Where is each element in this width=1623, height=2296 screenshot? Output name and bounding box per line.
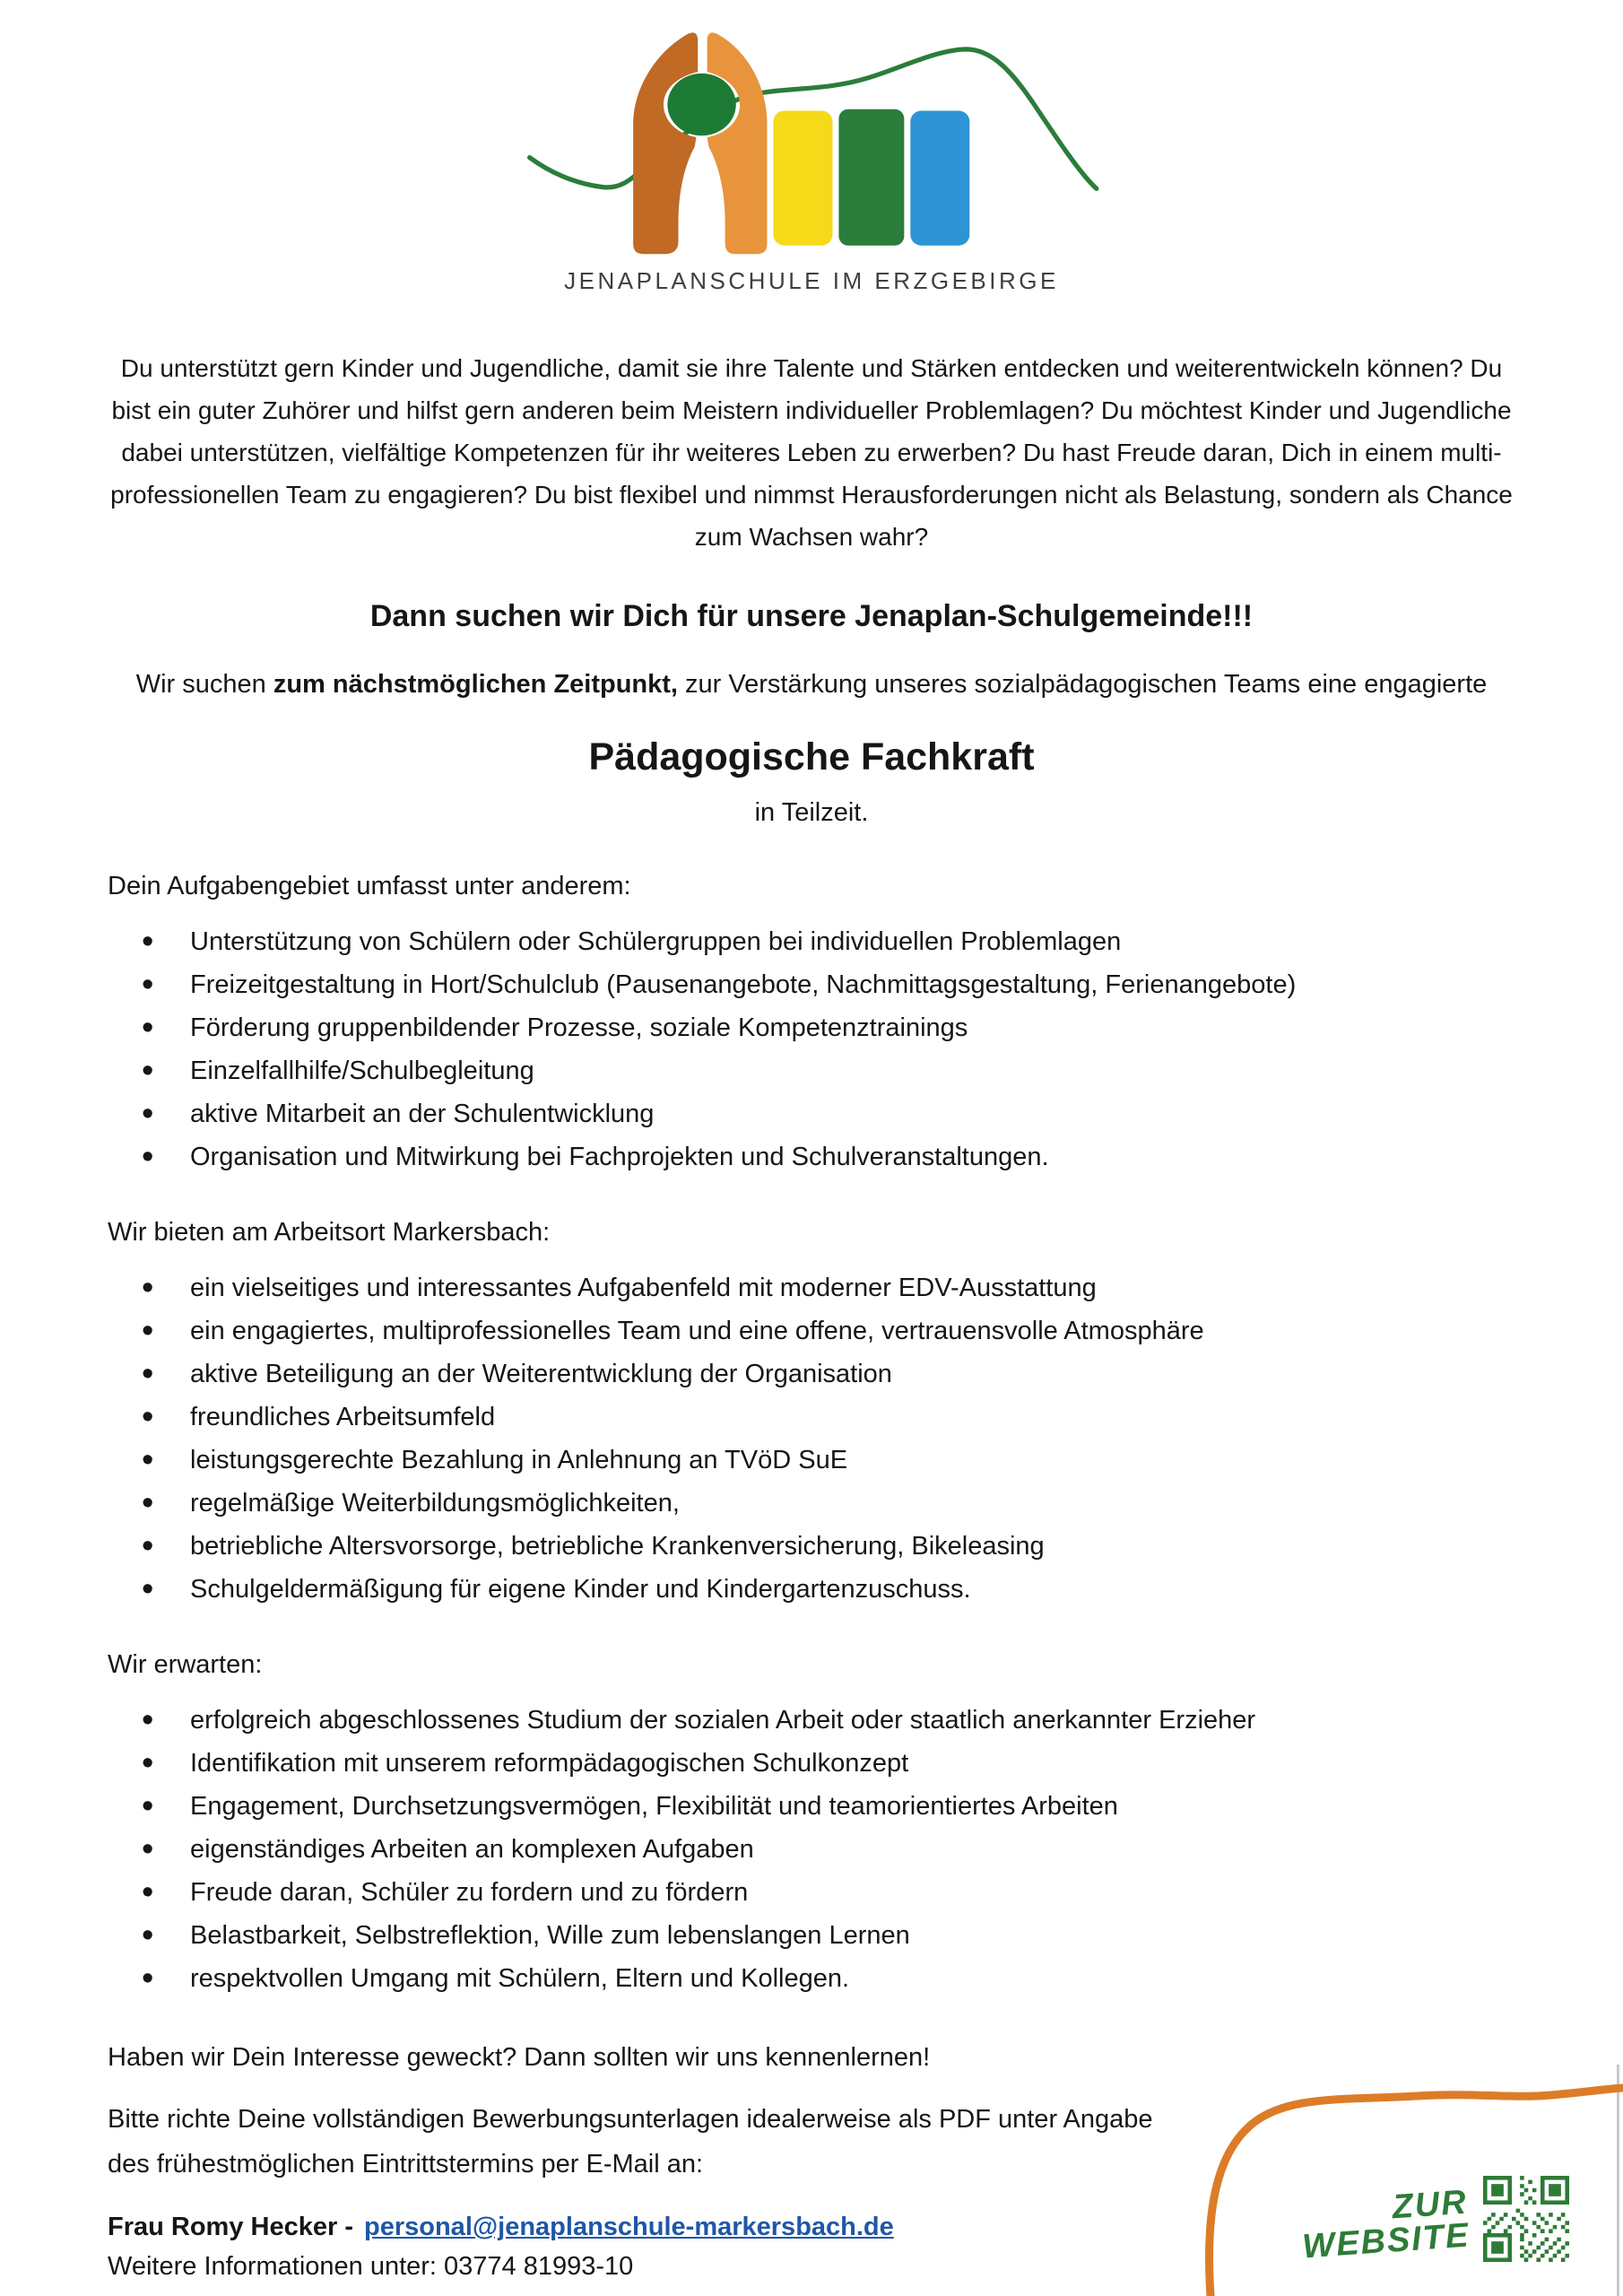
list-item: • eigenständiges Arbeiten an komplexen Aufgaben bbox=[108, 1828, 1515, 1871]
intro-line: dabei unterstützen, vielfältige Kompetenzen für ihr weiteres Leben zu erwerben? Du hast Freude daran, Dich in einem multi- bbox=[121, 439, 1502, 466]
intro-line: zum Wachsen wahr? bbox=[694, 523, 929, 551]
zur-website-label[interactable] bbox=[1299, 2183, 1471, 2266]
list-item: • leistungsgerechte Bezahlung in Anlehnung an TVöD SuE bbox=[108, 1439, 1515, 1482]
school-logo bbox=[516, 23, 1107, 257]
position-subtitle: in Teilzeit. bbox=[754, 798, 869, 827]
intro-line: Du unterstützt gern Kinder und Jugendliche, damit sie ihre Talente und Stärken entdecken und weiterentwickeln können? Du bbox=[120, 354, 1503, 382]
section-heading: Wir erwarten: bbox=[108, 1650, 263, 1679]
section-tasks bbox=[108, 866, 1515, 1178]
benefit-list bbox=[108, 1266, 1515, 1611]
badge-line-2: WEBSITE bbox=[1300, 2216, 1471, 2266]
section-heading: Wir bieten am Arbeitsort Markersbach: bbox=[108, 1218, 551, 1247]
section-heading: Dein Aufgabengebiet umfasst unter anderem: bbox=[108, 872, 631, 900]
call-to-action-headline: Dann suchen wir Dich für unsere Jenaplan-Schulgemeinde!!! bbox=[369, 599, 1254, 633]
subline-bold: zum nächstmöglichen Zeitpunkt, bbox=[273, 670, 678, 699]
list-item: • aktive Mitarbeit an der Schulentwicklung bbox=[108, 1092, 1515, 1135]
subline-prefix: Wir suchen bbox=[135, 670, 273, 699]
intro-paragraph bbox=[108, 347, 1515, 558]
list-item: • freundliches Arbeitsumfeld bbox=[108, 1396, 1515, 1439]
list-item: • Engagement, Durchsetzungsvermögen, Flexibilität und teamorientiertes Arbeiten bbox=[108, 1785, 1515, 1828]
list-item: • Schulgeldermäßigung für eigene Kinder und Kindergartenzuschuss. bbox=[108, 1568, 1515, 1611]
intro-line: professionellen Team zu engagieren? Du bist flexibel und nimmst Herausforderungen nicht als Belastung, sondern als Chance bbox=[110, 481, 1513, 509]
list-item: • Belastbarkeit, Selbstreflektion, Wille zum lebenslangen Lernen bbox=[108, 1914, 1515, 1957]
subline-suffix: zur Verstärkung unseres sozialpädagogischen Teams eine engagierte bbox=[678, 670, 1488, 699]
list-item: • regelmäßige Weiterbildungsmöglichkeiten, bbox=[108, 1482, 1515, 1525]
list-item: • aktive Beteiligung an der Weiterentwicklung der Organisation bbox=[108, 1352, 1515, 1396]
list-item: • Einzelfallhilfe/Schulbegleitung bbox=[108, 1049, 1515, 1092]
bar-blue bbox=[910, 111, 969, 246]
header bbox=[108, 23, 1515, 295]
expectation-list bbox=[108, 1699, 1515, 2000]
task-list bbox=[108, 920, 1515, 1178]
school-name: JENAPLANSCHULE IM ERZGEBIRGE bbox=[564, 267, 1059, 294]
list-item: • Organisation und Mitwirkung bei Fachprojekten und Schulveranstaltungen. bbox=[108, 1135, 1515, 1178]
list-item: • Identifikation mit unserem reformpädagogischen Schulkonzept bbox=[108, 1742, 1515, 1785]
contact-name: Frau Romy Hecker - bbox=[108, 2213, 353, 2241]
qr-code[interactable] bbox=[1483, 2176, 1569, 2262]
house-right-shape bbox=[707, 32, 768, 254]
bar-yellow bbox=[773, 111, 832, 246]
email-link[interactable]: personal@jenaplanschule-markersbach.de bbox=[364, 2213, 894, 2241]
list-item: • Freizeitgestaltung in Hort/Schulclub (Pausenangebote, Nachmittagsgestaltung, Ferienangebote) bbox=[108, 963, 1515, 1006]
apply-line: Bitte richte Deine vollständigen Bewerbungsunterlagen idealerweise als PDF unter Angabe bbox=[108, 2105, 1153, 2134]
interest-line: Haben wir Dein Interesse geweckt? Dann sollten wir uns kennenlernen! bbox=[108, 2043, 931, 2072]
phone-info-line: Weitere Informationen unter: 03774 81993-10 bbox=[108, 2252, 634, 2281]
position-title: Pädagogische Fachkraft bbox=[588, 735, 1035, 778]
house-left-shape bbox=[633, 32, 698, 254]
list-item: • respektvollen Umgang mit Schülern, Eltern und Kollegen. bbox=[108, 1957, 1515, 2000]
apply-line: des frühestmöglichen Eintrittstermins per E-Mail an: bbox=[108, 2150, 704, 2179]
badge-line-1: ZUR bbox=[1391, 2183, 1469, 2227]
section-benefits bbox=[108, 1213, 1515, 1611]
vacancy-subline bbox=[108, 665, 1515, 703]
bar-green bbox=[838, 109, 904, 246]
section-expectations bbox=[108, 1645, 1515, 2000]
list-item: • Förderung gruppenbildender Prozesse, soziale Kompetenztrainings bbox=[108, 1006, 1515, 1049]
application-instructions bbox=[108, 2097, 1515, 2187]
list-item: • Unterstützung von Schülern oder Schülergruppen bei individuellen Problemlagen bbox=[108, 920, 1515, 963]
page-edge-line bbox=[1617, 2065, 1619, 2296]
list-item: • ein vielseitiges und interessantes Aufgabenfeld mit moderner EDV-Ausstattung bbox=[108, 1266, 1515, 1309]
house-door-oval bbox=[667, 74, 735, 135]
list-item: • Freude daran, Schüler zu fordern und zu fördern bbox=[108, 1871, 1515, 1914]
intro-line: bist ein guter Zuhörer und hilfst gern anderen beim Meistern individueller Problemlagen? Du möchtest Kinder und Jugendliche bbox=[111, 396, 1512, 424]
list-item: • erfolgreich abgeschlossenes Studium der sozialen Arbeit oder staatlich anerkannter Erzieher bbox=[108, 1699, 1515, 1742]
list-item: • betriebliche Altersvorsorge, betriebliche Krankenversicherung, Bikeleasing bbox=[108, 1525, 1515, 1568]
list-item: • ein engagiertes, multiprofessionelles Team und eine offene, vertrauensvolle Atmosphäre bbox=[108, 1309, 1515, 1352]
